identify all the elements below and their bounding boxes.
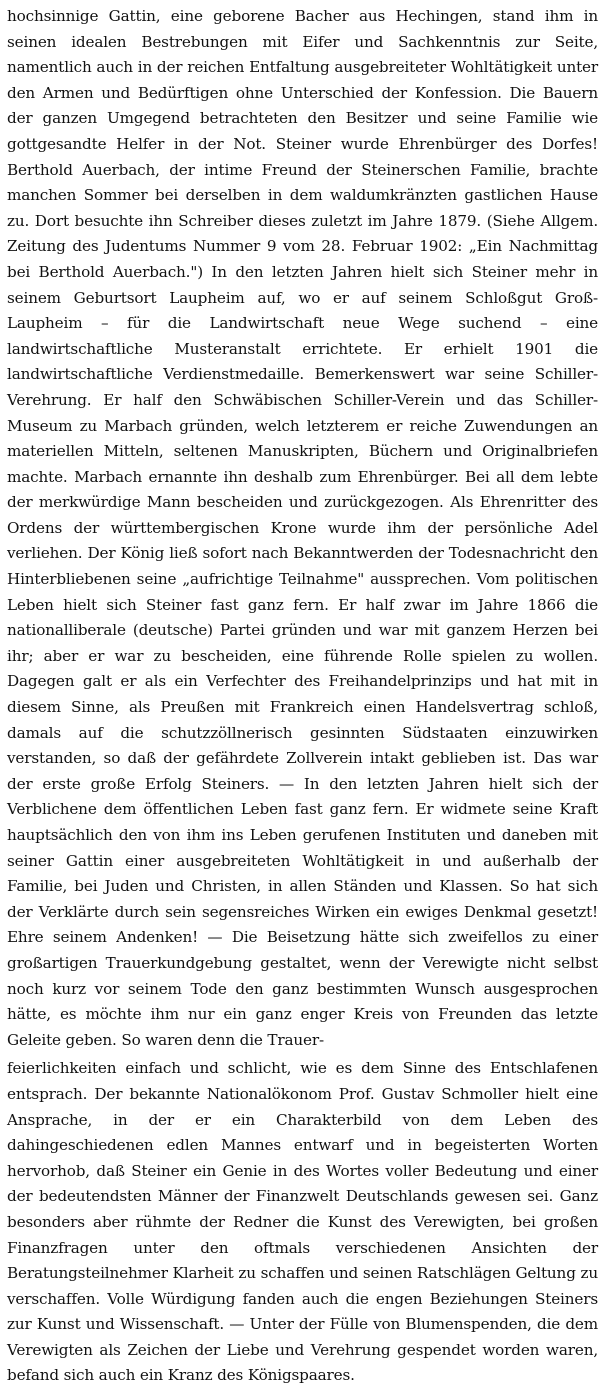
paragraph-funeral-ceremony: feierlichkeiten einfach und schlicht, wie es dem Sinne des Entschlafenen entsprach. Der bekannte Nationalökonom Prof. Gustav Schmoller hielt eine Ansprache, in der er ein Charakterbild von dem Leben des dahingeschiedenen edlen Mannes entwarf und in begeisterten Worten hervorhob, daß Steiner ein Genie in des Wortes voller Bedeutung und einer der bedeutendsten Männer der Finanzwelt Deutschlands gewesen sei. Ganz besonders aber rühmte der Redner die Kunst des Verewigten, bei großen Finanzfragen unter den oftmals verschiedenen Ansichten der Beratungsteilnehmer Klarheit zu schaffen und seinen Ratschlägen Geltung zu verschaffen. Volle Würdigung fanden auch die engen Beziehungen Steiners zur Kunst und Wissenschaft. — Unter der Fülle von Blumenspenden, die dem Verewigten als Zeichen der Liebe und Verehrung gespendet worden waren, befand sich auch ein Kranz des Königspaares. xyxy=(7,1059,598,1385)
paragraph-steiner-biography: hochsinnige Gattin, eine geborene Bacher aus Hechingen, stand ihm in seinen idealen Bestrebungen mit Eifer und Sachkenntnis zur Seite, namentlich auch in der reichen Entfaltung ausgebreiteter Wohltätigkeit unter den Armen und Bedürftigen ohne Unterschied der Konfession. Die Bauern der ganzen Umgegend betrachteten den Besitzer und seine Familie wie gottgesandte Helfer in der Not. Steiner wurde Ehrenbürger des Dorfes! Berthold Auerbach, der intime Freund der Steinerschen Familie, brachte manchen Sommer bei derselben in dem waldumkränzten gastlichen Hause zu. Dort besuchte ihn Schreiber dieses zuletzt im Jahre 1879. (Siehe Allgem. Zeitung des Judentums Nummer 9 vom 28. Februar 1902: „Ein Nachmittag bei Berthold Auerbach.") In den letzten Jahren hielt sich Steiner mehr in seinem Geburtsort Laupheim auf, wo er auf seinem Schloßgut Groß-Laupheim – für die Landwirtschaft neue Wege suchend – eine landwirtschaftliche Musteranstalt errichtete. Er erhielt 1901 die landwirtschaftliche Verdienstmedaille. Bemerkenswert war seine Schiller-Verehrung. Er half den Schwäbischen Schiller-Verein und das Schiller-Museum zu Marbach gründen, welch letzterem er reiche Zuwendungen an materiellen Mitteln, seltenen Manuskripten, Büchern und Originalbriefen machte. Marbach ernannte ihn deshalb zum Ehrenbürger. Bei all dem lebte der merkwürdige Mann bescheiden und zurückgezogen. Als Ehrenritter des Ordens der württembergischen Krone wurde ihm der persönliche Adel verliehen. Der König ließ sofort nach Bekanntwerden der Todesnachricht den Hinterbliebenen seine „aufrichtige Teilnahme" aussprechen. Vom politischen Leben hielt sich Steiner fast ganz fern. Er half zwar im Jahre 1866 die nationalliberale (deutsche) Partei gründen und war mit ganzem Herzen bei ihr; aber er war zu bescheiden, eine führende Rolle spielen zu wollen. Dagegen galt er als ein Verfechter des Freihandelprinzips und hat mit in diesem Sinne, als Preußen mit Frankreich einen Handelsvertrag schloß, damals auf die schutzzöllnerisch gesinnten Südstaaten einzuwirken verstanden, so daß der gefährdete Zollverein intakt geblieben ist. Das war der erste große Erfolg Steiners. — In den letzten Jahren hielt sich der Verblichene dem öffentlichen Leben fast ganz fern. Er widmete seine Kraft hauptsächlich den von ihm ins Leben gerufenen Instituten und daneben mit seiner Gattin einer ausgebreiteten Wohltätigkeit in und außerhalb der Familie, bei Juden und Christen, in allen Ständen und Klassen. So hat sich der Verklärte durch sein segensreiches Wirken ein ewiges Denkmal gesetzt! Ehre seinem Andenken! — Die Beisetzung hätte sich zweifellos zu einer großartigen Trauerkundgebung gestaltet, wenn der Verewigte nicht selbst noch kurz vor seinem Tode den ganz bestimmten Wunsch ausgesprochen hätte, es möchte ihm nur ein ganz enger Kreis von Freunden das letzte Geleite geben. So waren denn die Trauer- xyxy=(7,7,598,1049)
